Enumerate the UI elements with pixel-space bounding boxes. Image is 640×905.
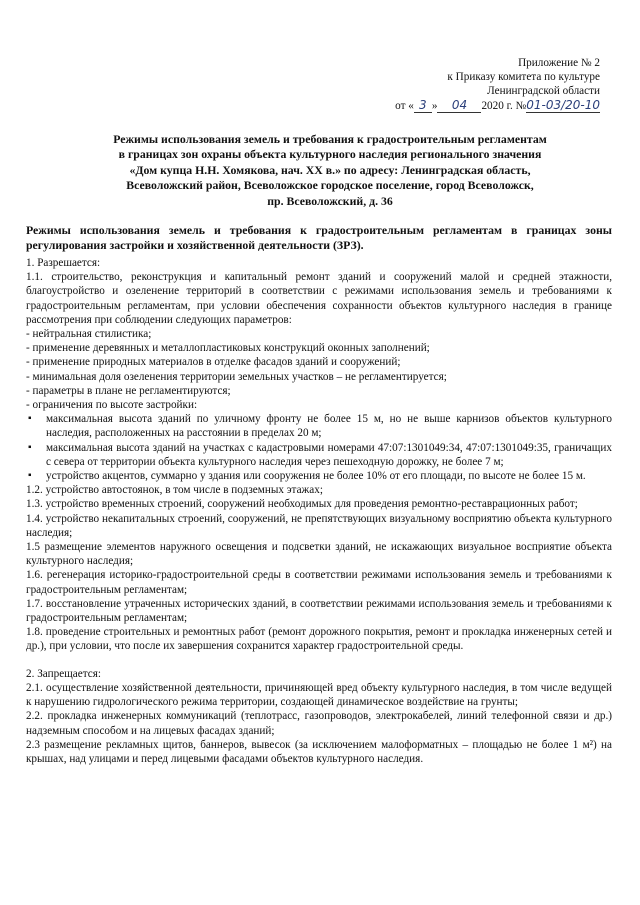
- title-line-3: «Дом купца Н.Н. Хомякова, нач. XX в.» по адресу: Ленинградская область,: [129, 162, 531, 177]
- document-title: [60, 132, 600, 209]
- height-bullet-2: ▪ максимальная высота зданий на участках с кадастровыми номерами 47:07:1301049:34, 47:07:1301049:35, граничащих с севера от территории объекта культурного наследия через пешеходную дорожку, не более 7 м;: [26, 441, 612, 469]
- clause-2-1: 2.1. осуществление хозяйственной деятельности, причиняющей вред объекту культурного наследия, в том числе ведущей к нарушению гидрологического режима территории, создающей динамическое воздействие на грунты;: [26, 681, 612, 709]
- param-item: - минимальная доля озеленения территории земельных участков – не регламентируется;: [26, 370, 447, 383]
- appendix-region: Ленинградской области: [487, 85, 600, 97]
- height-bullet-3: ▪ устройство акцентов, суммарно у здания или сооружения не более 10% от его площади, по высоте не более 15 м.: [26, 469, 612, 483]
- param-item: - применение деревянных и металлопластиковых конструкций оконных заполнений;: [26, 342, 430, 355]
- date-mid: »: [431, 100, 438, 112]
- appendix-number: Приложение № 2: [518, 57, 600, 69]
- clause-1-4: 1.4. устройство некапитальных строений, сооружений, не препятствующих визуальному восприятию объекта культурного наследия;: [26, 512, 612, 539]
- handwritten-order-number: 01-03/20-10: [526, 98, 600, 112]
- clause-1-3: 1.3. устройство временных строений, сооружений необходимых для проведения ремонтно-реставрационных работ;: [26, 498, 578, 511]
- param-item: - параметры в плане не регламентируются;: [26, 384, 231, 397]
- param-item: - ограничения по высоте застройки:: [26, 399, 198, 412]
- clause-1-6: 1.6. регенерация историко-градостроительной среды в соответствии режимами использования земель и требованиями к градостроительным регламентам;: [26, 569, 612, 596]
- clause-1-5: 1.5 размещение элементов наружного освещения и подсветки зданий, не искажающих визуальное восприятие объекта культурного наследия;: [26, 541, 612, 568]
- param-item: - применение природных материалов в отделке фасадов зданий и сооружений;: [26, 356, 401, 369]
- clause-1-2: 1.2. устройство автостоянок, в том числе в подземных этажах;: [26, 484, 323, 497]
- title-line-1: Режимы использования земель и требования к градостроительным регламентам: [113, 132, 547, 146]
- prohibited-label: 2. Запрещается:: [26, 667, 101, 680]
- appendix-order-ref: к Приказу комитета по культуре: [447, 71, 600, 83]
- allowed-label: 1. Разрешается:: [26, 257, 101, 269]
- clause-1-7: 1.7. восстановление утраченных исторических зданий, в соответствии режимами использования земель и требованиями к градостроительным регламентам;: [26, 597, 612, 625]
- param-item: - нейтральная стилистика;: [26, 328, 152, 341]
- clause-2-3: 2.3 размещение рекламных щитов, баннеров, вывесок (за исключением малоформатных – площадью не более 1 м²) на крышах, над улицами и перед лицевыми фасадами объектов культурного наследия.: [26, 738, 612, 765]
- paragraph-gap: [26, 654, 612, 667]
- date-year: 2020 г. №: [481, 100, 527, 112]
- section-heading: Режимы использования земель и требования к градостроительным регламентам в границах зоны регулирования застройки и хозяйственной деятельности (ЗРЗ).: [26, 223, 612, 252]
- appendix-header: [395, 56, 600, 113]
- title-line-2: в границах зон охраны объекта культурного наследия регионального значения: [118, 147, 542, 162]
- height-bullet-1: ▪ максимальная высота зданий по уличному фронту не более 15 м, но не выше карнизов объектов культурного наследия, расположенных на расстоянии в пределах 20 м;: [26, 412, 612, 440]
- clause-1-8: 1.8. проведение строительных и ремонтных работ (ремонт дорожного покрытия, ремонт и прокладка инженерных сетей и др.), при условии, что после их завершения сохранится характер градостроительной среды.: [26, 626, 612, 653]
- clause-1-1: 1.1. строительство, реконструкция и капитальный ремонт зданий и сооружений малой и средней этажности, благоустройство и озеленение территорий в соответствии с режимами использования земель и требованиями к градостроительным регламентам, при условии обеспечения сохранности объектов культурного наследия в границе рассмотрения при соблюдении следующих параметров:: [26, 271, 612, 326]
- date-prefix: от «: [395, 100, 414, 112]
- appendix-date-line: [395, 98, 600, 113]
- clause-2-2: 2.2. прокладка инженерных коммуникаций (теплотрасс, газопроводов, электрокабелей, линий телефонной связи и др.) надземным способом и на лицевых фасадах зданий;: [26, 710, 612, 737]
- handwritten-day: 3: [414, 98, 432, 113]
- handwritten-month: 04: [437, 98, 481, 113]
- document-body: [26, 223, 612, 766]
- title-line-4: Всеволожский район, Всеволожское городское поселение, город Всеволожск,: [126, 178, 534, 193]
- title-line-5: пр. Всеволожский, д. 36: [267, 193, 393, 208]
